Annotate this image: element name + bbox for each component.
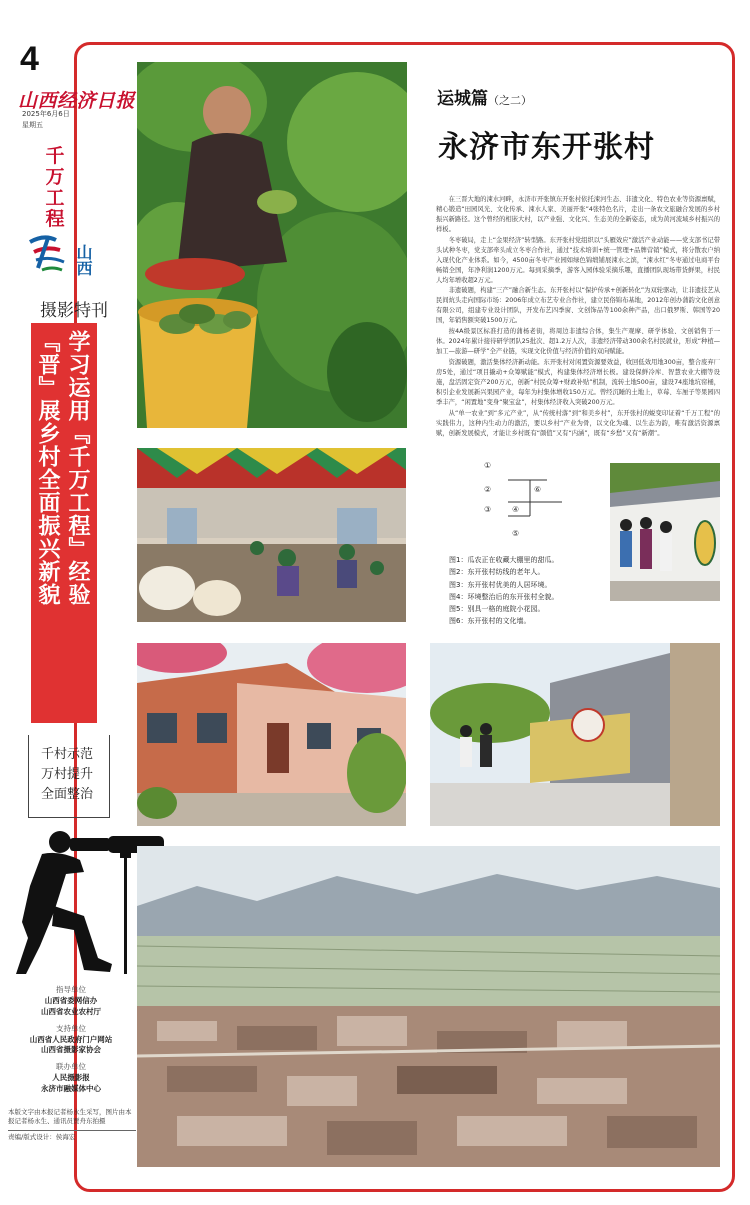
caption-item: 图6：东开张村的文化墙。 <box>449 617 531 626</box>
series-sub: （之二） <box>488 94 532 107</box>
article-paragraph: 按4A级景区标准打造的蒲杨老街，将周边非遗综合体，集生产观摩、研学体验、文创销售于一体。2024年累计接待研学团队25批次、超1.2万人次，非遗经济带动300余名村民就业，形成“种植—加工—旅游—研学”全产业链，实现文化价值与经济价值的双向赋能。 <box>436 328 720 356</box>
credits-line: 山西省人民政府门户网站 <box>29 1034 113 1044</box>
diagram-label: ① <box>484 461 492 470</box>
masthead-logo: 山西经济日报 <box>18 90 136 112</box>
caption-list <box>449 554 599 628</box>
vertical-title-col1: 学习运用『千万工程』经验 <box>65 330 90 606</box>
issue-date: 2025年6月6日 <box>22 110 70 118</box>
caption-item: 图2：东开张村纺线的老年人。 <box>449 568 545 577</box>
photo-layout-diagram <box>472 452 582 547</box>
credits-line: 山西省农业农村厅 <box>41 1006 101 1016</box>
diagram-label: ④ <box>512 505 520 514</box>
photo-aerial-village <box>137 846 720 1167</box>
page-number: 4 <box>20 40 39 78</box>
issue-weekday: 星期五 <box>22 121 43 129</box>
series-label: 运城篇 <box>437 89 488 109</box>
slogan-line: 万村提升 <box>40 767 93 783</box>
series-title <box>437 84 532 109</box>
diagram-label: ② <box>484 485 492 494</box>
photo-garden-path <box>430 643 720 826</box>
credits-line: 人民摄影报 <box>52 1073 90 1083</box>
credits-heading: 指导单位 <box>56 985 86 994</box>
logo-place-name: 山西 <box>74 244 93 276</box>
caption-item: 图4：环境整治后的东开张村全貌。 <box>449 592 559 601</box>
photo-weaving-hall <box>137 448 406 622</box>
diagram-label: ③ <box>484 505 492 514</box>
slogan-line: 千村示范 <box>40 747 93 762</box>
project-title: 千万工程 <box>45 145 65 230</box>
article-paragraph: 在三晋大地的涑水河畔，永济市开张镇东开张村依托涑河生态、非遗文化、特色农业等资源禀赋，精心锻造“田园风光、文化传承、涑水人家、美丽开张”4张特色名片，走出一条农文旅融合发展的乡村振兴新路径。这个曾经的相嵌大村，以产业强、文化兴、生态美的全新姿态，成为黄河流域乡村振兴的样板。 <box>436 196 720 233</box>
credits-block <box>14 985 128 1095</box>
vertical-title-col2: 『晋』展乡村全面振兴新貌 <box>35 330 60 606</box>
special-issue-label: 摄影特刊 <box>40 301 108 321</box>
kan-logo-icon <box>26 230 68 272</box>
credits-heading: 支持单位 <box>56 1023 86 1033</box>
caption-item: 图3：东开张村优美的人居环境。 <box>449 580 552 589</box>
village-title: 永济市东开张村 <box>438 130 655 165</box>
slogan-line: 全面整治 <box>40 787 93 803</box>
editor-credit: 责编/版式设计：侯海宏 <box>8 1130 136 1142</box>
credits-heading: 联办单位 <box>56 1062 86 1072</box>
slogan-block <box>34 745 100 805</box>
diagram-label: ⑥ <box>534 485 542 494</box>
caption-item: 图5：别具一格的庭院小花园。 <box>449 605 545 613</box>
photo-culture-wall <box>610 463 720 601</box>
article-paragraph: 非遗破题，构建“三产”融合新生态。东开张村以“保护传承+创新转化”为双轮驱动，让非遗技艺从民间炕头走向国际市场：2006年成立布艺专业合作社，建立民俗锦布基地，2012年创办蒲韵文化创意有限公司，组建专业设计团队，开发布艺四季窗、文创饰品等100余种产品，出口俄罗斯、韩国等20国，年销售额突破1500万元。 <box>436 287 720 325</box>
credits-line: 山西省委网信办 <box>44 995 98 1005</box>
photo-residence <box>137 643 406 826</box>
diagram-label: ⑤ <box>512 529 520 538</box>
article-paragraph: 从“单一农业”到“多元产业”，从“传统村落”到“和美乡村”，东开张村的蜕变印证着“千万工程”的实践伟力，这种内生动力的激活，要以乡村“产业为骨，以文化为魂、以生态为韵，唯有激活资源禀赋，创新发展模式，才能让乡村既有“颜值”又有“内涵”，既有“乡愁”又有“新潮”。 <box>436 409 720 437</box>
photo-credit-note: 本版文字由本报记者杨永生采写，图片由本报记者杨永生、通讯员贾舟东拍摄 <box>8 1108 132 1126</box>
photo-melon-farmer <box>137 62 407 428</box>
credits-line: 永济市融媒体中心 <box>41 1084 101 1093</box>
caption-item: 图1：瓜农正在收藏大棚里的甜瓜。 <box>449 556 559 564</box>
credits-note-block <box>8 1108 136 1142</box>
credits-line: 山西省摄影家协会 <box>41 1045 101 1055</box>
article-body <box>436 195 720 440</box>
article-paragraph: 资源破题，激活集体经济新动能。东开张村对闲置资源要效益，收回低效用地300亩，整合废弃厂房5处，通过“项目撬动+众筹赋能”模式，构建集体经济增长极。建设保鲜冷库、智慧农业大棚等设施，盘活固定资产200万元，创新“村民众筹+财政补贴”机制，流转土地500亩，建设74座地坑窑桶，积引企业发展新兴果园产业，每年为村集体增收150万元。曾经沉睡的土地上，草莓、车厘子等果园四季丰产，“闲置地”变身“聚宝盆”，村集体经济收入突破200万元。 <box>436 359 720 406</box>
article-paragraph: 冬枣破局，走上“金果经济”转型路。东开张村党组织以“头雁效应”激活产业动能——党支部书记带头试种冬枣，党支部牵头成立冬枣合作社，通过“技术培训+统一管理+品牌营销”模式，将分散农户纳入现代化产业体系。如今，4500亩冬枣产业园如绿色锦缎铺展涑水之滨，“涑水红”冬枣通过电商平台畅销全国，年净利润1200万元。每到采摘季，游客入园体验采摘乐趣，直播团队现场带货鲜果，村民人均年增收超2万元。 <box>436 236 720 284</box>
